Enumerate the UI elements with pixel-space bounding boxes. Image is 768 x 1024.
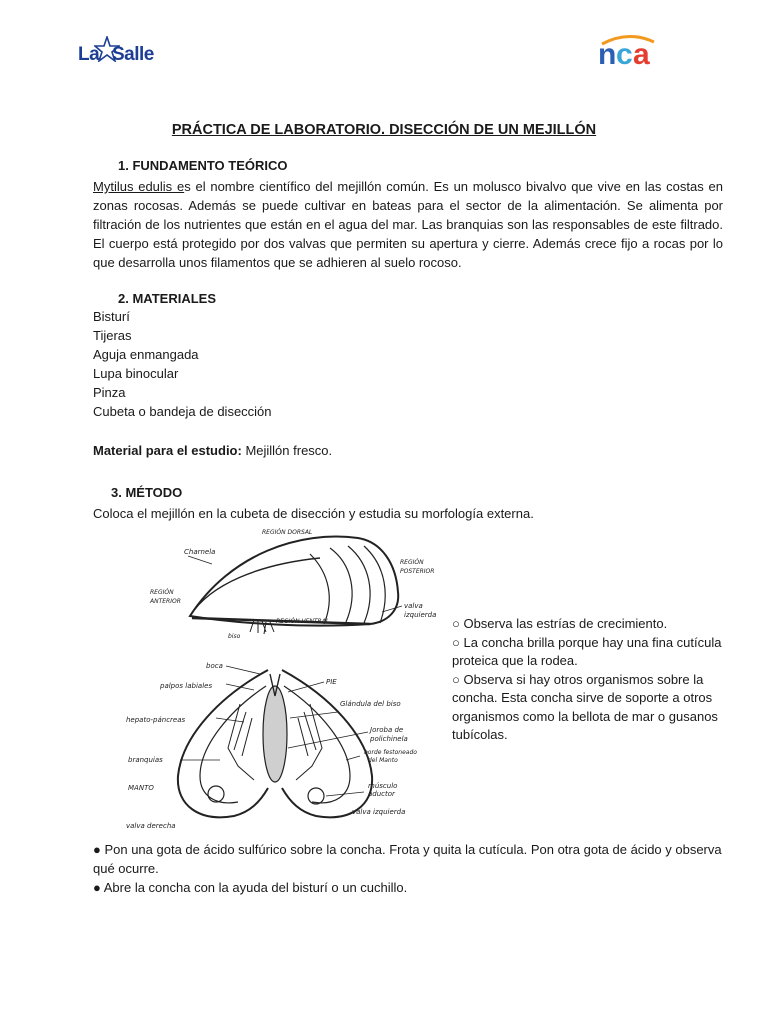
label-palpos: palpos labiales [160, 682, 213, 690]
scientific-name: Mytilus edulis e [93, 179, 185, 194]
label-region-dorsal: REGIÓN DORSAL [262, 529, 313, 536]
list-item: ○ Observa las estrías de crecimiento. [452, 616, 668, 631]
shell-outline [190, 537, 398, 626]
logo-word-la: La [78, 44, 100, 65]
right-valve-outline [282, 670, 372, 817]
steps-list [93, 840, 723, 897]
fundamento-line-2: zonas rocosas. Además se puede cultivar en bateas para el sector de la alimentación. Se alimenta por [93, 198, 723, 213]
label-valva-derecha: valva derecha [126, 822, 176, 830]
label-biso: biso [228, 633, 241, 640]
label-posterior-2: POSTERIOR [400, 568, 435, 575]
list-item: ● Abre la concha con la ayuda del bisturí o un cuchillo. [93, 880, 408, 895]
materials-list [93, 307, 272, 421]
nca-logo [598, 34, 658, 74]
study-material [93, 441, 332, 460]
left-adductor-muscle [208, 786, 224, 802]
label-anterior-2: ANTERIOR [150, 598, 181, 605]
study-material-value: Mejillón fresco. [241, 443, 333, 458]
logo-letter-a: a [633, 38, 649, 71]
growth-line [364, 546, 385, 623]
label-glandula: Glándula del biso [340, 700, 401, 708]
label-manto: MANTO [128, 784, 154, 792]
fundamento-line-1: Mytilus edulis es el nombre científico del mejillón común. Es un molusco bivalvo que vive en las costas en [93, 179, 723, 194]
label-pie: PIE [326, 678, 337, 686]
label-charnela: Charnela [184, 548, 216, 556]
section-heading-materiales: 2. MATERIALES [118, 291, 216, 306]
list-item: Lupa binocular [93, 366, 179, 381]
label-valva-1: valva [404, 602, 423, 610]
study-material-label: Material para el estudio: [93, 443, 242, 458]
label-hepato: hepato-páncreas [126, 716, 186, 724]
logo-letter-c: c [616, 38, 632, 71]
growth-line [310, 554, 329, 624]
label-anterior-1: REGIÓN [150, 589, 174, 596]
mussel-internal-figure [120, 656, 450, 834]
left-mantle-edge [200, 686, 266, 803]
label-borde-2: del Manto [368, 757, 398, 764]
label-borde-1: borde festoneado [364, 749, 417, 756]
label-musculo-2: aductor [368, 790, 395, 798]
list-item: Pinza [93, 385, 126, 400]
growth-line [330, 548, 352, 622]
list-item: ○ La concha brilla porque hay una fina cutícula proteica que la rodea. [452, 634, 722, 668]
list-item: Aguja enmangada [93, 347, 199, 362]
label-joroba-2: polichinela [370, 735, 408, 743]
list-item: Bisturí [93, 309, 130, 324]
page-title: PRÁCTICA DE LABORATORIO. DISECCIÓN DE UN MEJILLÓN [171, 122, 597, 138]
label-valva-izquierda: valva izquierda [352, 808, 406, 816]
mussel-external-figure [120, 524, 450, 650]
visceral-mass [263, 686, 287, 782]
left-valve-outline [178, 670, 268, 817]
list-item: Tijeras [93, 328, 132, 343]
observations-list [452, 615, 722, 745]
label-branquias: branquias [128, 756, 163, 764]
fundamento-line-3: filtración de los nutrientes que están en el agua del mar. Las branquias son las responsables de este filtrado. [93, 217, 723, 232]
label-musculo-1: músculo [368, 782, 398, 790]
fundamento-paragraph [93, 177, 723, 272]
label-region-ventral: REGIÓN VENTRAL [276, 618, 330, 625]
metodo-intro: Coloca el mejillón en la cubeta de disección y estudia su morfología externa. [93, 506, 534, 521]
la-salle-logo [76, 36, 162, 70]
label-boca: boca [206, 662, 223, 670]
list-item: Cubeta o bandeja de disección [93, 404, 272, 419]
logo-letter-n: n [598, 38, 616, 71]
section-heading-fundamento: 1. FUNDAMENTO TEÓRICO [118, 158, 288, 173]
section-heading-metodo: 3. MÉTODO [111, 485, 183, 500]
logo-word-salle: Salle [112, 44, 154, 65]
fundamento-line-4: El cuerpo está protegido por dos valvas que permiten su apertura y cierre. Además crece fijo a rocas por lo [93, 236, 723, 251]
right-adductor-muscle [308, 788, 324, 804]
label-posterior-1: REGIÓN [400, 559, 424, 566]
byssus-threads [250, 620, 274, 634]
fundamento-line-5: que desarrolla unos filamentos que se adhieren al suelo rocoso. [93, 255, 462, 270]
left-gill-lines [228, 704, 254, 780]
list-item: ○ Observa si hay otros organismos sobre la concha. Esta concha sirve de soporte a otros organismos como la bellota de mar o gusanos tubícolas. [452, 671, 718, 742]
label-valva-2: izquierda [404, 611, 437, 619]
list-item: ● Pon una gota de ácido sulfúrico sobre la concha. Frota y quita la cutícula. Pon otra gota de ácido y observa qué ocurre. [93, 842, 722, 876]
label-joroba-1: Joroba de [370, 726, 404, 734]
hinge-line [190, 558, 320, 616]
